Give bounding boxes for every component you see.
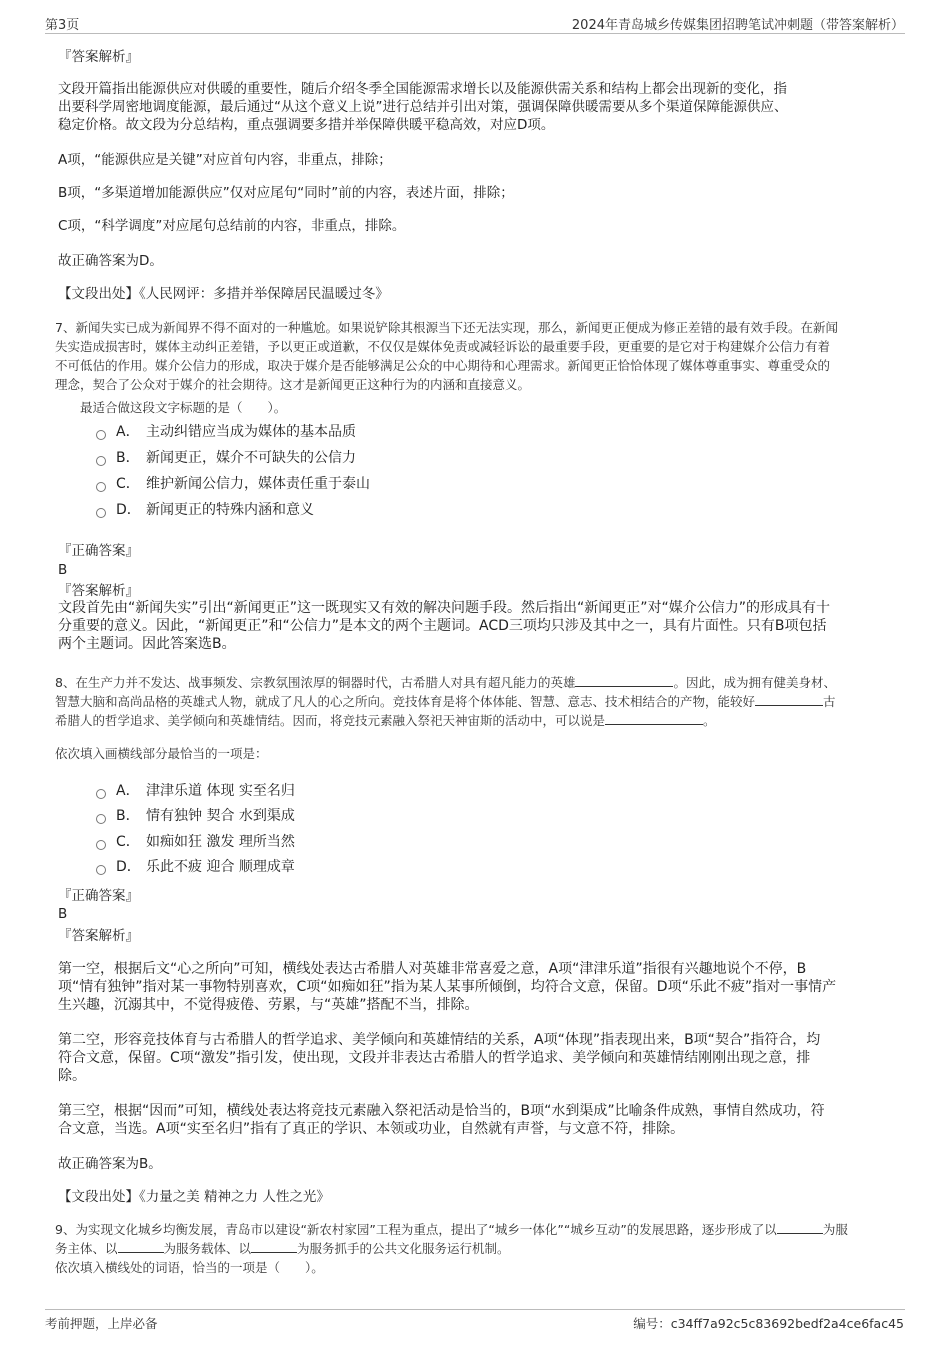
q7-option-b[interactable]: B． 新闻更正，媒介不可缺失的公信力 [96,448,356,468]
fill-blank [605,712,703,725]
fill-blank [251,1240,297,1253]
q6-analysis-line: 文段开篇指出能源供应对供暖的重要性，随后介绍冬季全国能源需求增长以及能源供需关系和结构上都会出现新的变化，指 [58,81,787,97]
q8-correct-heading: 『正确答案』 [58,888,139,904]
q7-analysis-line: 文段首先由“新闻失实”引出“新闻更正”这一既现实又有效的解决问题手段。然后指出“新闻更正”对“媒介公信力”的形成具有十 [58,600,831,616]
radio-icon[interactable] [96,430,106,440]
q7-stem-line: 不可低估的作用。媒介公信力的形成，取决于媒介是否能够满足公众的中心期待和心理需求。新闻更正恰恰体现了媒体尊重事实、尊重受众的 [55,358,831,373]
q6-item-c: C项，“科学调度”对应尾句总结前的内容，非重点，排除。 [58,218,406,234]
option-text: 维护新闻公信力，媒体责任重于泰山 [146,476,370,492]
radio-icon[interactable] [96,789,106,799]
q7-stem-line: 失实造成损害时，媒体主动纠正差错，予以更正或道歉，不仅仅是媒体免责或减轻诉讼的最重要手段，更重要的是它对于构建媒介公信力有着 [55,339,831,354]
q7-prompt: 最适合做这段文字标题的是（ ）。 [80,400,287,415]
page-number: 第3页 [45,18,80,33]
document-title: 2024年青岛城乡传媒集团招聘笔试冲刺题（带答案解析） [571,18,904,33]
footer-divider [45,1309,905,1310]
q7-option-c[interactable]: C． 维护新闻公信力，媒体责任重于泰山 [96,474,370,494]
radio-icon[interactable] [96,865,106,875]
q7-stem-line: 理念，契合了公众对于媒介的社会期待。这才是新闻更正这种行为的内涵和直接意义。 [55,377,531,392]
q7-analysis-line: 分重要的意义。因此，“新闻更正”和“公信力”是本文的两个主题词。ACD三项均只涉及其中之一，具有片面性。只有B项包括 [58,618,827,634]
q8-prompt: 依次填入画横线部分最恰当的一项是： [55,746,268,761]
q8-analysis-para1: 生兴趣，沉溺其中，不觉得疲倦、劳累，与“英雄”搭配不当，排除。 [58,997,479,1013]
option-text: 主动纠错应当成为媒体的基本品质 [146,424,356,440]
q9-stem-line: 9、为实现文化城乡均衡发展，青岛市以建设“新农村家园”工程为重点，提出了“城乡一体化”“城乡互动”的发展思路，逐步形成了以 为服 [55,1222,848,1237]
q8-analysis-para3: 合文意，当选。A项“实至名归”指有了真正的学识、本领或功业，自然就有声誉，与文意不符，排除。 [58,1121,685,1137]
q9-stem-line: 务主体、以 为服务载体、以 为服务抓手的公共文化服务运行机制。 [55,1241,510,1256]
q6-analysis-heading: 『答案解析』 [58,49,139,65]
q9-prompt: 依次填入横线处的词语，恰当的一项是（ ）。 [55,1260,324,1275]
q7-correct-answer: B [58,562,68,578]
q8-conclusion: 故正确答案为B。 [58,1156,162,1172]
radio-icon[interactable] [96,814,106,824]
footer-slogan: 考前押题，上岸必备 [45,1316,158,1331]
fill-blank [777,1221,823,1234]
q6-analysis-line: 稳定价格。故文段为分总结构，重点强调要多措并举保障供暖平稳高效，对应D项。 [58,117,555,133]
radio-icon[interactable] [96,508,106,518]
q6-conclusion: 故正确答案为D。 [58,253,163,269]
q7-option-a[interactable]: A． 主动纠错应当成为媒体的基本品质 [96,422,356,442]
q8-source: 【文段出处】《力量之美 精神之力 人性之光》 [58,1189,330,1205]
radio-icon[interactable] [96,482,106,492]
q8-analysis-para1: 项“情有独钟”指对某一事物特别喜欢，C项“如痴如狂”指为某人某事所倾倒，均符合文意，保留。D项“乐此不疲”指对一事情产 [58,979,837,995]
q6-source: 【文段出处】《人民网评：多措并举保障居民温暖过冬》 [58,286,389,302]
q8-stem-line: 智慧大脑和高尚品格的英雄式人物，就成了凡人的心之所向。竞技体育是将个体体能、智慧、意志、技术相结合的产物，能较好 古 [55,694,836,709]
q6-item-a: A项，“能源供应是关键”对应首句内容，非重点，排除； [58,152,392,168]
q8-option-d[interactable]: D． 乐此不疲 迎合 顺理成章 [96,857,295,877]
option-text: 新闻更正的特殊内涵和意义 [146,502,314,518]
radio-icon[interactable] [96,840,106,850]
q6-analysis-line: 出要科学周密地调度能源，最后通过“从这个意义上说”进行总结并引出对策，强调保障供暖需要从多个渠道保障能源供应、 [58,99,788,115]
q7-option-d[interactable]: D． 新闻更正的特殊内涵和意义 [96,500,314,520]
option-text: 新闻更正，媒介不可缺失的公信力 [146,450,356,466]
q8-analysis-heading: 『答案解析』 [58,928,139,944]
q8-analysis-para1: 第一空，根据后文“心之所向”可知，横线处表达古希腊人对英雄非常喜爱之意，A项“津津乐道”指很有兴趣地说个不停，B [58,961,807,977]
header-divider [45,33,905,34]
radio-icon[interactable] [96,456,106,466]
q7-analysis-heading: 『答案解析』 [58,583,139,599]
q8-option-b[interactable]: B． 情有独钟 契合 水到渠成 [96,806,295,826]
q8-analysis-para3: 第三空，根据“因而”可知，横线处表达将竞技元素融入祭祀活动是恰当的，B项“水到渠成”比喻条件成熟，事情自然成功，符 [58,1103,825,1119]
option-text: 如痴如狂 激发 理所当然 [146,834,295,850]
q8-stem-line: 8、在生产力并不发达、战事频发、宗教氛围浓厚的铜器时代，古希腊人对具有超凡能力的英雄 。因此，成为拥有健美身材、 [55,675,836,690]
q8-analysis-para2: 第二空，形容竞技体育与古希腊人的哲学追求、美学倾向和英雄情结的关系，A项“体现”指表现出来，B项“契合”指符合，均 [58,1032,821,1048]
option-text: 乐此不疲 迎合 顺理成章 [146,859,295,875]
q8-stem-line: 希腊人的哲学追求、美学倾向和英雄情结。因而，将竞技元素融入祭祀天神宙斯的活动中，可以说是 。 [55,713,716,728]
fill-blank [575,674,673,687]
fill-blank [118,1240,164,1253]
q8-analysis-para2: 符合文意，保留。C项“激发”指引发，使出现，文段并非表达古希腊人的哲学追求、美学倾向和英雄情结刚刚出现之意，排 [58,1050,811,1066]
q8-analysis-para2: 除。 [58,1068,86,1084]
q8-option-c[interactable]: C． 如痴如狂 激发 理所当然 [96,832,295,852]
q8-option-a[interactable]: A． 津津乐道 体现 实至名归 [96,781,295,801]
document-id: 编号：c34ff7a92c5c83692bedf2a4ce6fac45 [633,1316,904,1331]
q8-correct-answer: B [58,906,68,922]
q7-stem-line: 7、新闻失实已成为新闻界不得不面对的一种尴尬。如果说铲除其根源当下还无法实现，那么，新闻更正便成为修正差错的最有效手段。在新闻 [55,320,838,335]
q7-analysis-line: 两个主题词。因此答案选B。 [58,636,236,652]
q7-correct-heading: 『正确答案』 [58,543,139,559]
fill-blank [755,693,823,706]
option-text: 津津乐道 体现 实至名归 [146,783,295,799]
option-text: 情有独钟 契合 水到渠成 [146,808,295,824]
q6-item-b: B项，“多渠道增加能源供应”仅对应尾句“同时”前的内容，表述片面，排除； [58,185,514,201]
